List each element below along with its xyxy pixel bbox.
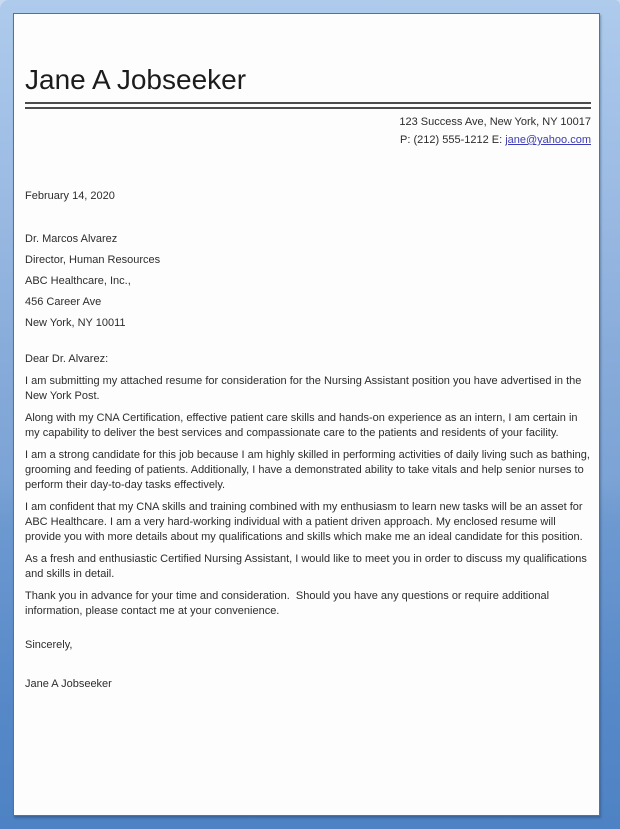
body-paragraph: I am confident that my CNA skills and training combined with my enthusiasm to learn new tasks will be an asset for ABC Healthcare. I am a very hard-working individual with a patient driven approach. My enclosed resume will provide you with more details about my qualifications and skills which make me an ideal candidate for this position.: [25, 501, 586, 543]
email-link[interactable]: jane@yahoo.com: [505, 134, 591, 146]
body-paragraph: As a fresh and enthusiastic Certified Nursing Assistant, I would like to meet you in order to discuss my qualifications and skills in detail.: [25, 553, 590, 580]
signature: Jane A Jobseeker: [25, 678, 112, 690]
recipient-line: Dr. Marcos Alvarez: [25, 233, 118, 245]
recipient-line: New York, NY 10011: [25, 317, 126, 329]
recipient-line: ABC Healthcare, Inc.,: [25, 275, 131, 287]
body-paragraph: I am submitting my attached resume for consideration for the Nursing Assistant position you have advertised in the New York Post.: [25, 375, 585, 402]
contact-address-line: 123 Success Ave, New York, NY 10017: [399, 116, 591, 128]
salutation: Dear Dr. Alvarez:: [25, 353, 109, 365]
body-paragraph: Along with my CNA Certification, effective patient care skills and hands-on experience as an intern, I am certain in my capability to deliver the best services and compassionate care to the patients and residents of your facility.: [25, 412, 581, 439]
phone-email-prefix: P: (212) 555-1212 E:: [400, 134, 506, 146]
contact-phone-email-line: [25, 131, 591, 149]
recipient-line: 456 Career Ave: [25, 296, 102, 308]
recipient-line: Director, Human Resources: [25, 254, 161, 266]
contact-info: [25, 113, 591, 149]
body-paragraph: Thank you in advance for your time and consideration. Should you have any questions or require additional information, please contact me at your convenience.: [25, 590, 553, 617]
recipient-block: [25, 229, 591, 334]
letter-sheet: [13, 13, 600, 816]
header-divider: [25, 102, 591, 109]
closing: Sincerely,: [25, 639, 73, 651]
body-paragraph: I am a strong candidate for this job because I am highly skilled in performing activities of daily living such as bathing, grooming and feeding of patients. Additionally, I have a demonstrated ability to take vitals and help senior nurses to perform their day-to-day tasks effectively.: [25, 449, 594, 491]
sender-name: Jane A Jobseeker: [25, 64, 247, 95]
date-line: February 14, 2020: [25, 190, 115, 202]
